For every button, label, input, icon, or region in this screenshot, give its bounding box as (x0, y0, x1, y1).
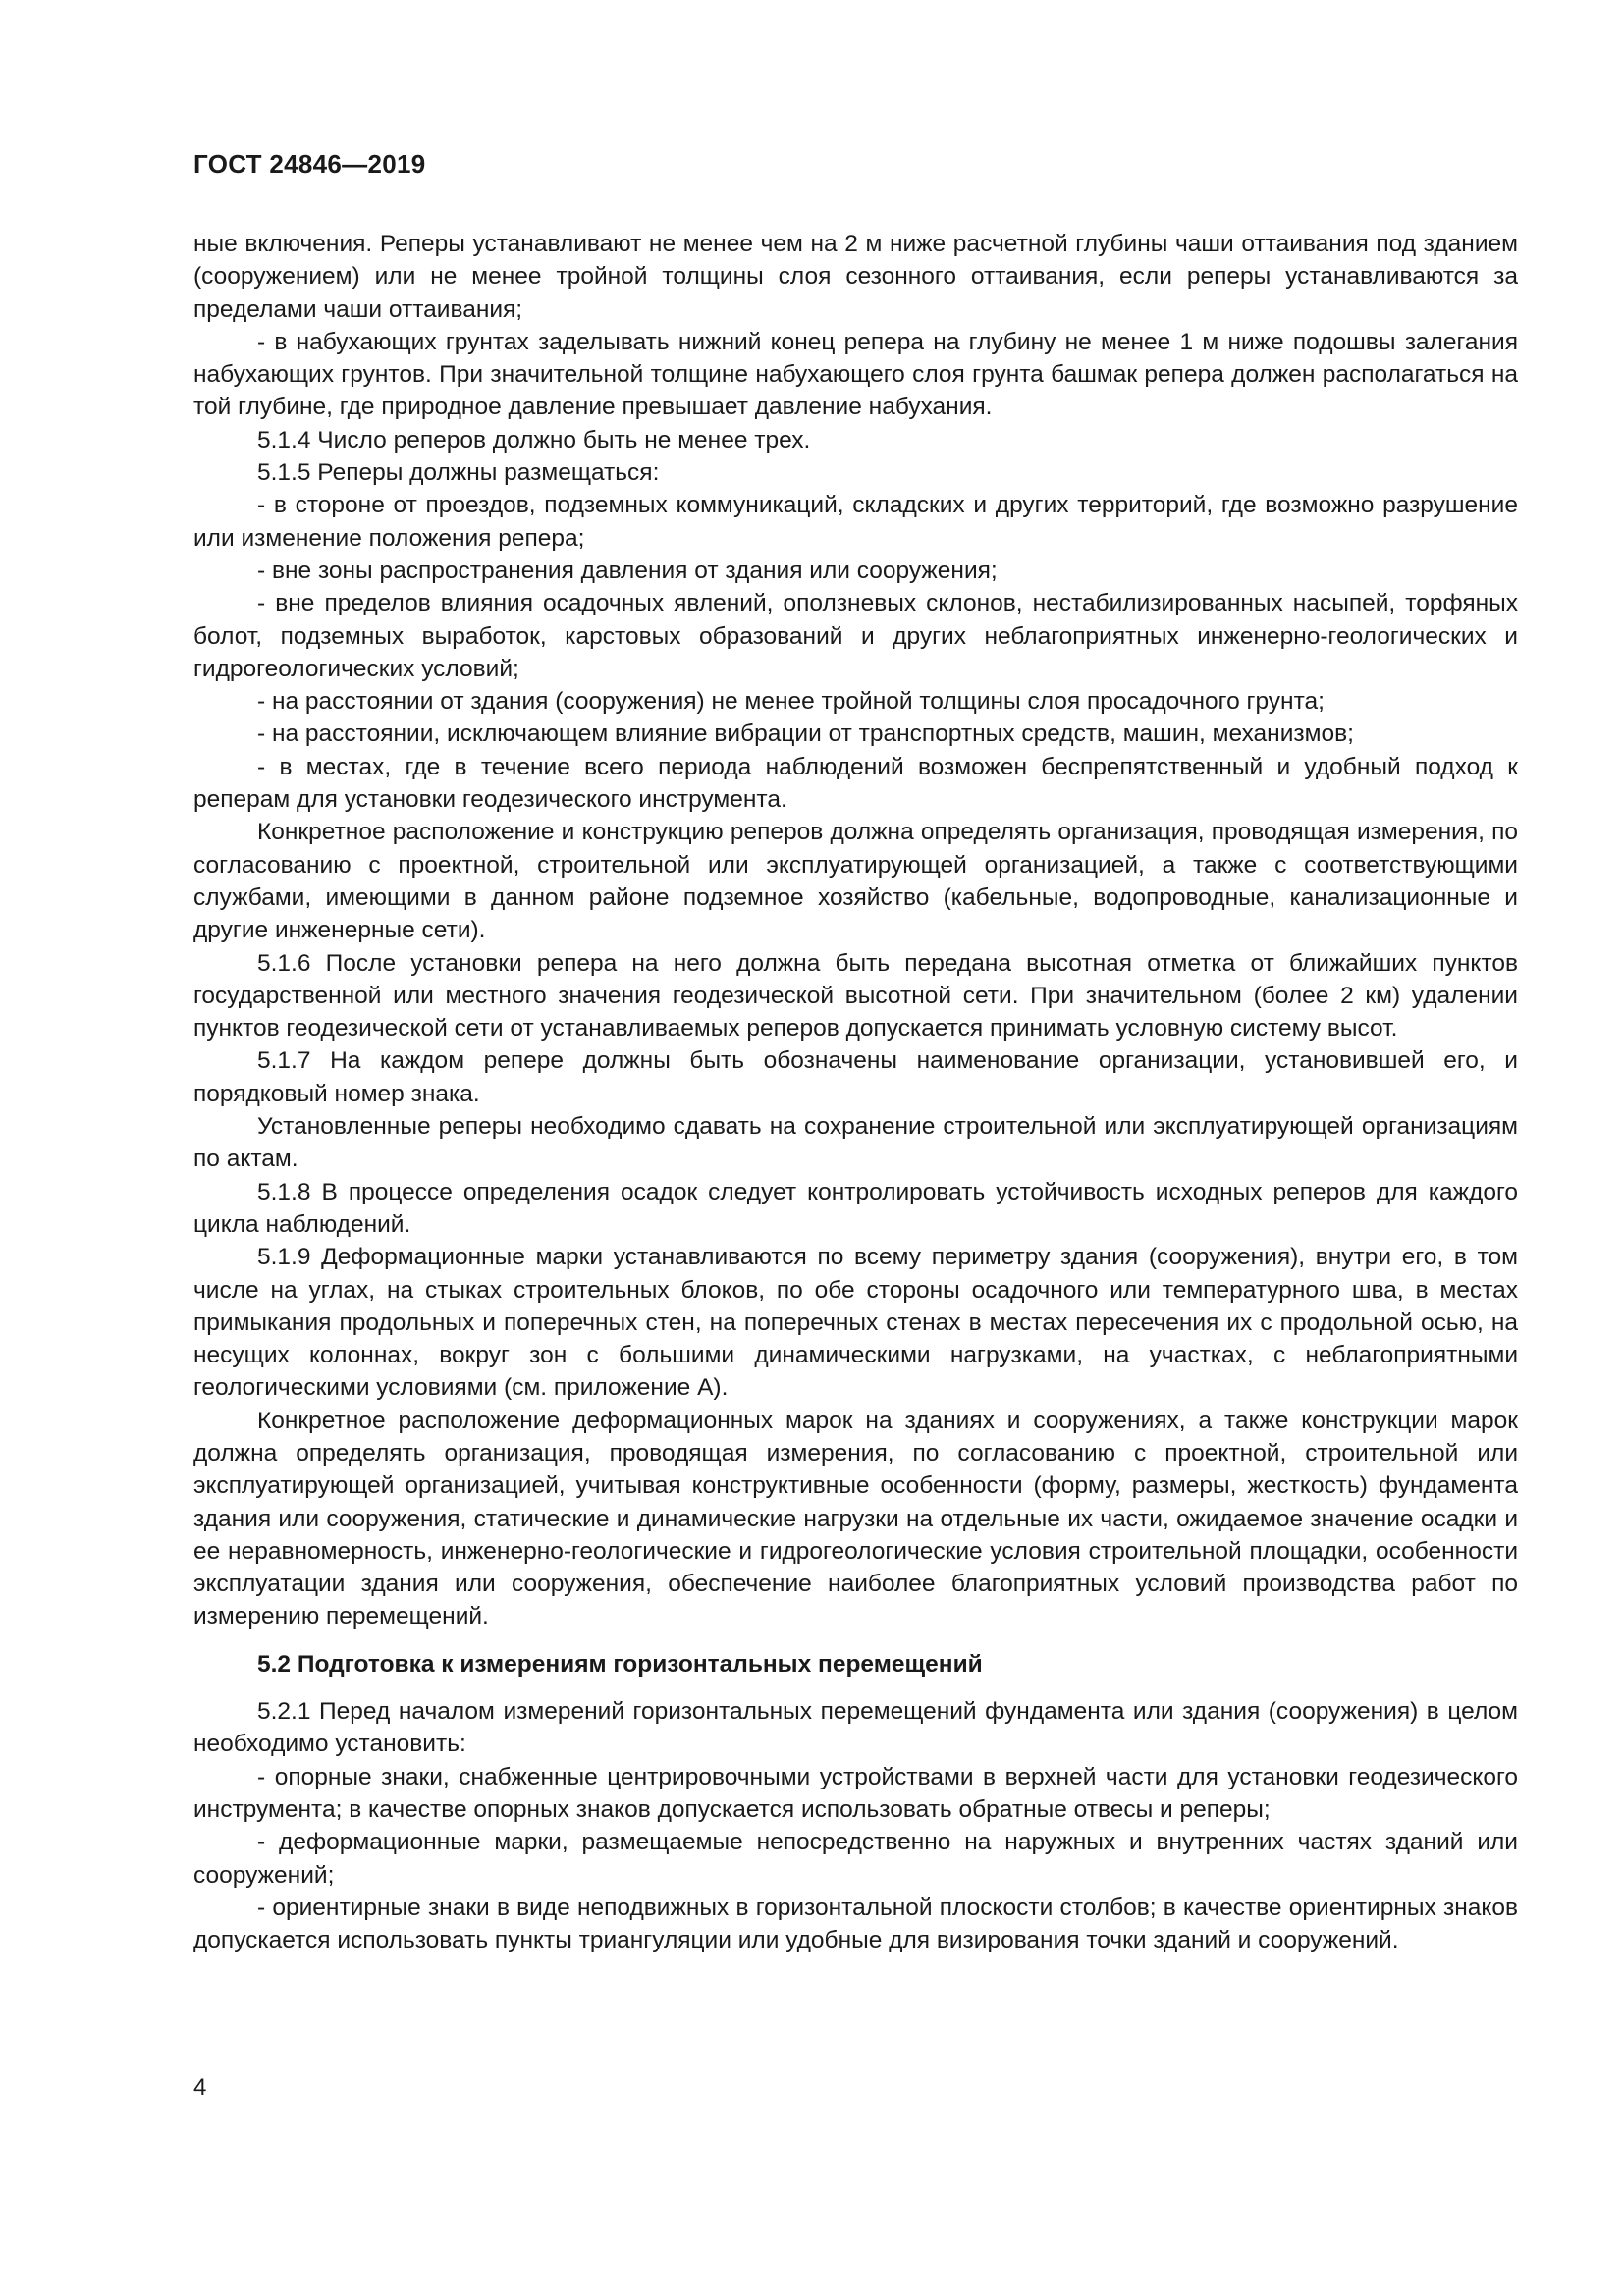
paragraph: ные включения. Реперы устанавливают не менее чем на 2 м ниже расчетной глубины чаши оттаивания под зданием (сооружением) или не менее тройной толщины слоя сезонного оттаивания, если реперы устанавливаются за пределами чаши оттаивания; (193, 231, 1518, 323)
paragraph: 5.2.1 Перед началом измерений горизонтальных перемещений фундамента или здания (сооружения) в целом необходимо установить: (193, 1698, 1518, 1758)
paragraph: 5.1.7 На каждом репере должны быть обозначены наименование организации, установившей его, и порядковый номер знака. (193, 1047, 1518, 1107)
document-body (193, 228, 1518, 1956)
paragraphs-before-section (193, 228, 1518, 1633)
paragraph: - вне пределов влияния осадочных явлений, оползневых склонов, нестабилизированных насыпей, торфяных болот, подземных выработок, карстовых образований и других неблагоприятных инженерно-геологических и гидрогеологических условий; (193, 590, 1518, 682)
paragraph: - вне зоны распространения давления от здания или сооружения; (257, 557, 998, 584)
paragraph: Установленные реперы необходимо сдавать на сохранение строительной или эксплуатирующей организациям по актам. (193, 1113, 1518, 1173)
section-heading: 5.2 Подготовка к измерениям горизонтальных перемещений (257, 1650, 983, 1678)
paragraphs-after-section (193, 1695, 1518, 1956)
paragraph: Конкретное расположение и конструкцию реперов должна определять организация, проводящая измерения, по согласованию с проектной, строительной или эксплуатирующей организацией, а также с соответствующими службами, имеющими в данном районе подземное хозяйство (кабельные, водопроводные, канализационные и другие инженерные сети). (193, 819, 1518, 944)
paragraph: 5.1.6 После установки репера на него должна быть передана высотная отметка от ближайших пунктов государственной или местного значения геодезической высотной сети. При значительном (более 2 км) удалении пунктов геодезической сети от устанавливаемых реперов допускается принимать условную систему высот. (193, 949, 1518, 1042)
page-number: 4 (193, 2074, 207, 2101)
paragraph: - в стороне от проездов, подземных коммуникаций, складских и других территорий, где возможно разрушение или изменение положения репера; (193, 492, 1518, 552)
paragraph: 5.1.5 Реперы должны размещаться: (257, 459, 660, 487)
paragraph: 5.1.4 Число реперов должно быть не менее трех. (257, 426, 811, 454)
paragraph: 5.1.8 В процессе определения осадок следует контролировать устойчивость исходных реперов для каждого цикла наблюдений. (193, 1178, 1518, 1238)
paragraph: - ориентирные знаки в виде неподвижных в горизонтальной плоскости столбов; в качестве ориентирных знаков допускается использовать пункты триангуляции или удобные для визирования точки зданий и сооружений. (193, 1894, 1518, 1954)
paragraph: - на расстоянии от здания (сооружения) не менее тройной толщины слоя просадочного грунта; (257, 688, 1325, 716)
paragraph: - деформационные марки, размещаемые непосредственно на наружных и внутренних частях зданий или сооружений; (193, 1829, 1518, 1889)
paragraph: - на расстоянии, исключающем влияние вибрации от транспортных средств, машин, механизмов; (257, 721, 1354, 748)
paragraph: Конкретное расположение деформационных марок на зданиях и сооружениях, а также конструкции марок должна определять организация, проводящая измерения, по согласованию с проектной, строительной или эксплуатирующей организацией, учитывая конструктивные особенности (форму, размеры, жесткость) фундамента здания или сооружения, статические и динамические нагрузки на отдельные их части, ожидаемое значение осадки и ее неравномерность, инженерно-геологические и гидрогеологические условия строительной площадки, особенности эксплуатации здания или сооружения, обеспечение наиболее благоприятных условий производства работ по измерению перемещений. (193, 1407, 1518, 1630)
paragraph: - опорные знаки, снабженные центрировочными устройствами в верхней части для установки геодезического инструмента; в качестве опорных знаков допускается использовать обратные отвесы и реперы; (193, 1763, 1518, 1823)
paragraph: - в набухающих грунтах заделывать нижний конец репера на глубину не менее 1 м ниже подошвы залегания набухающих грунтов. При значительной толщине набухающего слоя грунта башмак репера должен располагаться на той глубине, где природное давление превышает давление набухания. (193, 328, 1518, 421)
paragraph: - в местах, где в течение всего периода наблюдений возможен беспрепятственный и удобный подход к реперам для установки геодезического инструмента. (193, 753, 1518, 814)
paragraph: 5.1.9 Деформационные марки устанавливаются по всему периметру здания (сооружения), внутри его, в том числе на углах, на стыках строительных блоков, по обе стороны осадочного или температурного шва, в местах примыкания продольных и поперечных стен, на поперечных стенах в местах пересечения их с продольной осью, на несущих колоннах, вокруг зон с большими динамическими нагрузками, на участках, с неблагоприятными геологическими условиями (см. приложение А). (193, 1244, 1518, 1402)
document-header: ГОСТ 24846—2019 (193, 149, 426, 179)
